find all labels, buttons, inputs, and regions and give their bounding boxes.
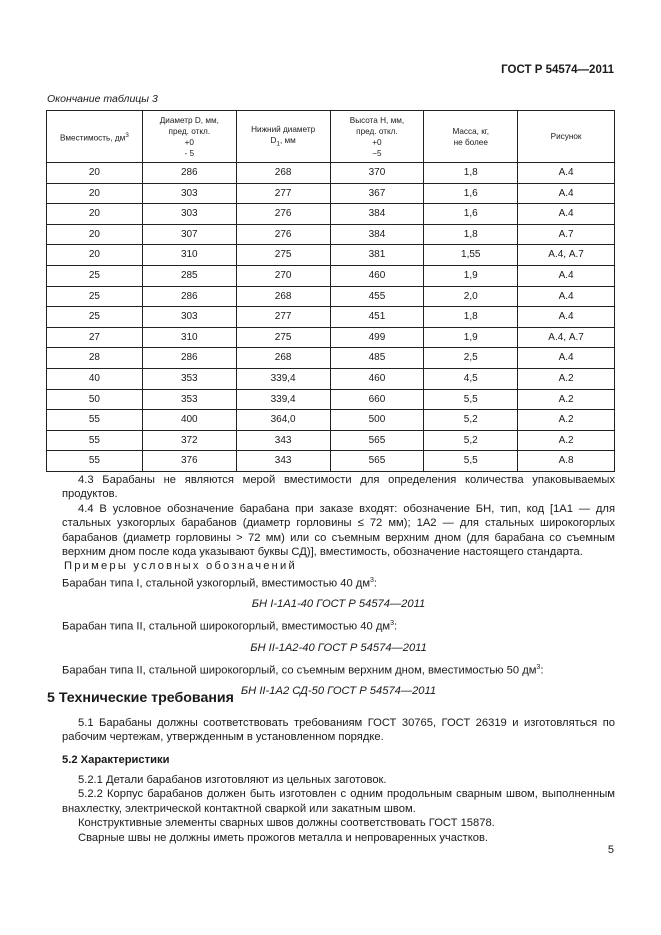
table-cell: 25 <box>47 307 143 328</box>
table-cell: 353 <box>142 368 236 389</box>
clause-burns: Сварные швы не должны иметь прожогов металла и непроваренных участков. <box>78 831 488 844</box>
table-cell: 1,6 <box>424 183 518 204</box>
section-5-title: 5 Технические требования <box>47 690 234 706</box>
table-row <box>47 327 615 348</box>
example-2-code: БН II-1А2-40 ГОСТ Р 54574—2011 <box>250 641 427 654</box>
table-row <box>47 410 615 431</box>
table-cell: 5,5 <box>424 389 518 410</box>
table-cell: 307 <box>142 224 236 245</box>
table-row <box>47 163 615 184</box>
table-cell: 2,0 <box>424 286 518 307</box>
table-cell: 25 <box>47 265 143 286</box>
table-cell: 370 <box>330 163 424 184</box>
example-3-text: Барабан типа II, стальной широкогорлый, со съемным верхним дном, вместимостью 50 $дм^3$: <box>62 663 544 677</box>
clause-5-2-2: 5.2.2 Корпус барабанов должен быть изготовлен с одним продольным сварным швом, выполненным внахлестку, электрической контактной сваркой или закатным швом. <box>62 788 615 815</box>
table-cell: 384 <box>330 204 424 225</box>
table-cell: 27 <box>47 327 143 348</box>
table-cell: 343 <box>236 430 330 451</box>
table-cell: 310 <box>142 327 236 348</box>
table-cell: А.4 <box>518 286 615 307</box>
table-cell: 565 <box>330 451 424 472</box>
table-cell: 660 <box>330 389 424 410</box>
table-cell: 5,2 <box>424 430 518 451</box>
table-cell: А.4 <box>518 183 615 204</box>
clause-5-2-block <box>62 773 615 845</box>
clause-5-1: 5.1 Барабаны должны соответствовать требованиям ГОСТ 30765, ГОСТ 26319 и изготовляться по рабочим чертежам, утвержденным в установленном порядке. <box>62 717 615 744</box>
table-cell: 1,6 <box>424 204 518 225</box>
table-row <box>47 265 615 286</box>
header-height: Высота H, мм, пред. откл. +0 −5 <box>330 111 424 163</box>
table-cell: А.4 <box>518 307 615 328</box>
header-mass: Масса, кг, не более <box>424 111 518 163</box>
header-figure: Рисунок <box>518 111 615 163</box>
table-cell: 270 <box>236 265 330 286</box>
table-cell: 500 <box>330 410 424 431</box>
table-cell: 460 <box>330 265 424 286</box>
table-cell: 276 <box>236 204 330 225</box>
example-1-text: Барабан типа I, стальной узкогорлый, вместимостью 40 $дм^3$: <box>62 576 378 590</box>
table-cell: 339,4 <box>236 389 330 410</box>
table-cell: 367 <box>330 183 424 204</box>
table-cell: 55 <box>47 451 143 472</box>
table-cell: 5,5 <box>424 451 518 472</box>
examples-heading: Примеры условных обозначений <box>64 560 297 573</box>
table-cell: 303 <box>142 183 236 204</box>
table-cell: 286 <box>142 348 236 369</box>
table-cell: 2,5 <box>424 348 518 369</box>
table-cell: А.2 <box>518 410 615 431</box>
table-cell: 1,8 <box>424 307 518 328</box>
table-row <box>47 430 615 451</box>
table-cell: 353 <box>142 389 236 410</box>
table-cell: 1,9 <box>424 265 518 286</box>
table-row <box>47 286 615 307</box>
header-diameter: Диаметр D, мм, пред. откл. +0 - 5 <box>142 111 236 163</box>
table-cell: А.4 <box>518 204 615 225</box>
example-1-code: БН I-1А1-40 ГОСТ Р 54574—2011 <box>251 597 426 610</box>
table-cell: 285 <box>142 265 236 286</box>
table-header-row <box>47 111 615 163</box>
drum-dimensions-table <box>46 110 615 472</box>
table-cell: 343 <box>236 451 330 472</box>
table-cell: 268 <box>236 348 330 369</box>
table-cell: 451 <box>330 307 424 328</box>
table-cell: А.7 <box>518 224 615 245</box>
table-row <box>47 245 615 266</box>
table-cell: А.2 <box>518 430 615 451</box>
table-cell: 268 <box>236 163 330 184</box>
table-cell: А.4 <box>518 265 615 286</box>
table-caption: Окончание таблицы 3 <box>47 93 158 105</box>
table-row <box>47 204 615 225</box>
table-cell: 28 <box>47 348 143 369</box>
table-cell: А.4 <box>518 348 615 369</box>
clause-welds: Конструктивные элементы сварных швов должны соответствовать ГОСТ 15878. <box>78 817 495 830</box>
table-row <box>47 368 615 389</box>
table-cell: А.4, А.7 <box>518 245 615 266</box>
table-cell: 4,5 <box>424 368 518 389</box>
table-cell: 40 <box>47 368 143 389</box>
table-cell: 384 <box>330 224 424 245</box>
table-cell: 372 <box>142 430 236 451</box>
table-cell: 277 <box>236 183 330 204</box>
table-cell: 20 <box>47 183 143 204</box>
table-cell: 286 <box>142 286 236 307</box>
standard-code-header: ГОСТ Р 54574—2011 <box>501 64 614 76</box>
table-row <box>47 307 615 328</box>
table-cell: А.2 <box>518 368 615 389</box>
table-cell: 485 <box>330 348 424 369</box>
table-row <box>47 389 615 410</box>
table-cell: 5,2 <box>424 410 518 431</box>
page-number: 5 <box>607 844 614 856</box>
subsection-5-2-title: 5.2 Характеристики <box>62 754 170 766</box>
table-cell: 277 <box>236 307 330 328</box>
table-cell: 268 <box>236 286 330 307</box>
table-row <box>47 451 615 472</box>
table-cell: 310 <box>142 245 236 266</box>
table-cell: 20 <box>47 245 143 266</box>
table-cell: 275 <box>236 327 330 348</box>
table-cell: 20 <box>47 224 143 245</box>
table-cell: 303 <box>142 204 236 225</box>
table-cell: 499 <box>330 327 424 348</box>
table-cell: 1,55 <box>424 245 518 266</box>
table-cell: 55 <box>47 430 143 451</box>
table-cell: А.2 <box>518 389 615 410</box>
table-cell: 1,8 <box>424 224 518 245</box>
clause-5-1-block <box>62 716 615 745</box>
clause-5-2-1: 5.2.1 Детали барабанов изготовляют из цельных заготовок. <box>78 774 387 786</box>
table-cell: 339,4 <box>236 368 330 389</box>
table-cell: 460 <box>330 368 424 389</box>
clause-4-3: 4.3 Барабаны не являются мерой вместимости для определения количества упаковываемых продуктов. <box>62 474 615 501</box>
table-row <box>47 224 615 245</box>
table-cell: А.4, А.7 <box>518 327 615 348</box>
table-cell: 50 <box>47 389 143 410</box>
table-cell: 276 <box>236 224 330 245</box>
table-cell: 381 <box>330 245 424 266</box>
table-row <box>47 348 615 369</box>
table-cell: 1,9 <box>424 327 518 348</box>
table-cell: 275 <box>236 245 330 266</box>
table-cell: 55 <box>47 410 143 431</box>
example-3-code: БН II-1А2 СД-50 ГОСТ Р 54574—2011 <box>240 685 437 698</box>
table-cell: 400 <box>142 410 236 431</box>
header-bottom-diameter: Нижний диаметр $D_1$, мм <box>236 111 330 163</box>
table-cell: 25 <box>47 286 143 307</box>
table-cell: 20 <box>47 204 143 225</box>
table-cell: 376 <box>142 451 236 472</box>
table-cell: 455 <box>330 286 424 307</box>
header-capacity: Вместимость, $дм^3$ <box>47 111 143 163</box>
table-cell: 364,0 <box>236 410 330 431</box>
table-cell: 565 <box>330 430 424 451</box>
table-cell: 20 <box>47 163 143 184</box>
table-cell: А.8 <box>518 451 615 472</box>
clause-4-block <box>62 473 615 698</box>
table-cell: А.4 <box>518 163 615 184</box>
table-cell: 286 <box>142 163 236 184</box>
table-cell: 303 <box>142 307 236 328</box>
example-2-text: Барабан типа II, стальной широкогорлый, вместимостью 40 $дм^3$: <box>62 620 398 634</box>
clause-4-4: 4.4 В условное обозначение барабана при заказе входят: обозначение БН, тип, код [1А1 — для стальных узкогорлых барабанов (диаметр горловины ≤ 72 мм); 1А2 — для стальных широкогорлых барабанов (диаметр горловины > 72 мм) или со съемным верхним дном (для барабана со съемным верхним дном после кода указывают буквы СД)], вместимость, обозначение настоящего стандарта. <box>62 502 615 559</box>
table-row <box>47 183 615 204</box>
table-cell: 1,8 <box>424 163 518 184</box>
